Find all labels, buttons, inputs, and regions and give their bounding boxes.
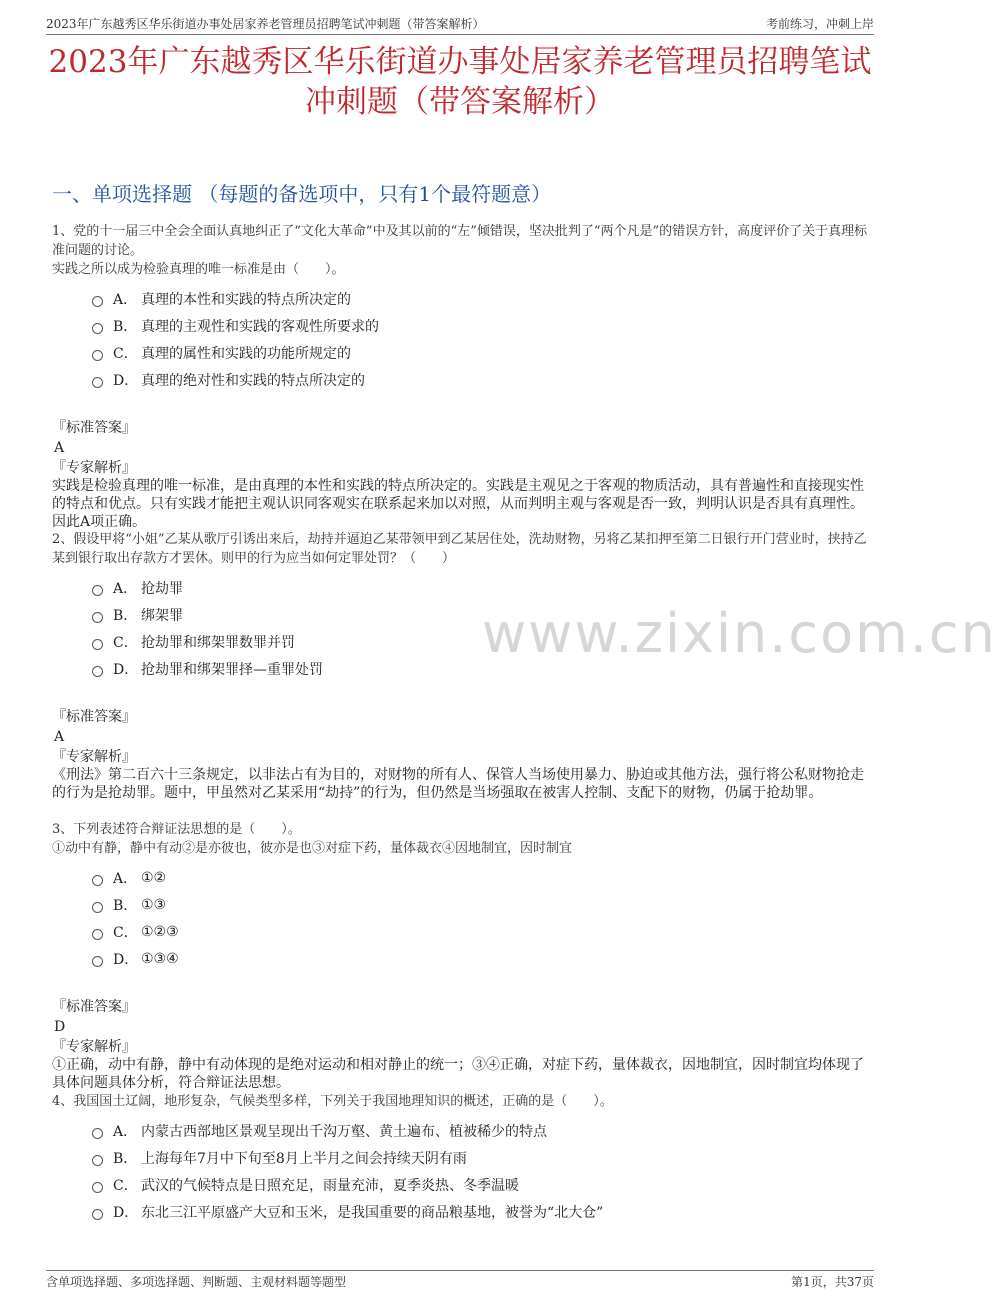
- option-c[interactable]: C． ①②③: [52, 918, 872, 945]
- analysis-label: 『专家解析』: [52, 1039, 136, 1055]
- option-c[interactable]: C． 真理的属性和实践的功能所规定的: [52, 339, 872, 366]
- analysis-text: ①正确，动中有静，静中有动体现的是绝对运动和相对静止的统一；③④正确，对症下药，量体裁衣，因地制宜，因时制宜均体现了具体问题具体分析，符合辩证法思想。: [52, 1057, 864, 1091]
- radio-icon[interactable]: [92, 666, 103, 677]
- radio-icon[interactable]: [92, 1155, 103, 1166]
- answer-block: [52, 708, 872, 802]
- option-list: [52, 285, 872, 393]
- question-stem: 4、我国国土辽阔，地形复杂，气候类型多样，下列关于我国地理知识的概述，正确的是（ ）。: [52, 1094, 613, 1109]
- page-number: 第1页，共37页: [791, 1275, 874, 1289]
- question-2: [52, 530, 872, 802]
- radio-icon[interactable]: [92, 875, 103, 886]
- answer-label: 『标准答案』: [52, 999, 136, 1015]
- option-list: [52, 864, 872, 972]
- radio-icon[interactable]: [92, 956, 103, 967]
- radio-icon[interactable]: [92, 296, 103, 307]
- option-d[interactable]: D． 真理的绝对性和实践的特点所决定的: [52, 366, 872, 393]
- question-1: [52, 222, 872, 531]
- option-b[interactable]: B． 绑架罪: [52, 601, 872, 628]
- section-heading: 一、单项选择题 （每题的备选项中，只有1个最符题意）: [52, 182, 552, 206]
- option-d[interactable]: D． ①③④: [52, 945, 872, 972]
- question-3: [52, 820, 872, 1092]
- radio-icon[interactable]: [92, 929, 103, 940]
- header-left-text: 2023年广东越秀区华乐街道办事处居家养老管理员招聘笔试冲刺题（带答案解析）: [46, 17, 485, 31]
- answer-label: 『标准答案』: [52, 709, 136, 725]
- question-4: [52, 1092, 872, 1225]
- question-sub: ①动中有静，静中有动②是亦彼也，彼亦是也③对症下药，量体裁衣④因地制宜，因时制宜: [52, 841, 573, 856]
- answer-block: [52, 998, 872, 1092]
- radio-icon[interactable]: [92, 323, 103, 334]
- running-header: [46, 10, 874, 35]
- option-b[interactable]: B． 上海每年7月中下旬至8月上半月之间会持续天阴有雨: [52, 1144, 872, 1171]
- analysis-label: 『专家解析』: [52, 749, 136, 765]
- radio-icon[interactable]: [92, 1182, 103, 1193]
- answer-block: [52, 419, 872, 531]
- running-footer: [46, 1270, 874, 1293]
- option-b[interactable]: B． 真理的主观性和实践的客观性所要求的: [52, 312, 872, 339]
- analysis-label: 『专家解析』: [52, 460, 136, 476]
- option-c[interactable]: C． 武汉的气候特点是日照充足，雨量充沛，夏季炎热、冬季温暖: [52, 1171, 872, 1198]
- document-title: 2023年广东越秀区华乐街道办事处居家养老管理员招聘笔试冲刺题（带答案解析）: [48, 44, 872, 120]
- option-c[interactable]: C． 抢劫罪和绑架罪数罪并罚: [52, 628, 872, 655]
- answer-value: D: [54, 1019, 66, 1035]
- analysis-text: 《刑法》第二百六十三条规定，以非法占有为目的，对财物的所有人、保管人当场使用暴力、胁迫或其他方法，强行将公私财物抢走的行为是抢劫罪。题中，甲虽然对乙某采用“劫持”的行为，但仍然是当场强取在被害人控制、支配下的财物，仍属于抢劫罪。: [52, 767, 864, 801]
- option-a[interactable]: A． ①②: [52, 864, 872, 891]
- option-d[interactable]: D． 东北三江平原盛产大豆和玉米，是我国重要的商品粮基地，被誉为“北大仓”: [52, 1198, 872, 1225]
- header-right-text: 考前练习，冲刺上岸: [765, 17, 874, 31]
- watermark: www.zixin.com.cn: [482, 602, 997, 665]
- answer-label: 『标准答案』: [52, 420, 136, 436]
- radio-icon[interactable]: [92, 902, 103, 913]
- radio-icon[interactable]: [92, 639, 103, 650]
- radio-icon[interactable]: [92, 377, 103, 388]
- option-list: [52, 1117, 872, 1225]
- answer-value: A: [54, 729, 65, 745]
- radio-icon[interactable]: [92, 612, 103, 623]
- option-a[interactable]: A． 真理的本性和实践的特点所决定的: [52, 285, 872, 312]
- question-sub: 实践之所以成为检验真理的唯一标准是由（ ）。: [52, 262, 345, 277]
- analysis-text: 实践是检验真理的唯一标准，是由真理的本性和实践的特点所决定的。实践是主观见之于客观的物质活动，具有普遍性和直接现实性的特点和优点。只有实践才能把主观认识同客观实在联系起来加以对照，从而判明主观与客观是否一致，判明认识是否具有真理性。因此A项正确。: [52, 478, 864, 530]
- radio-icon[interactable]: [92, 1128, 103, 1139]
- option-b[interactable]: B． ①③: [52, 891, 872, 918]
- radio-icon[interactable]: [92, 585, 103, 596]
- option-a[interactable]: A． 内蒙古西部地区景观呈现出千沟万壑、黄土遍布、植被稀少的特点: [52, 1117, 872, 1144]
- option-d[interactable]: D． 抢劫罪和绑架罪择—重罪处罚: [52, 655, 872, 682]
- question-stem: 3、下列表述符合辩证法思想的是（ ）。: [52, 822, 301, 837]
- radio-icon[interactable]: [92, 1209, 103, 1220]
- question-stem: 1、党的十一届三中全会全面认真地纠正了“文化大革命”中及其以前的“左”倾错误，坚决批判了“两个凡是”的错误方针，高度评价了关于真理标准问题的讨论。: [52, 224, 868, 258]
- option-a[interactable]: A． 抢劫罪: [52, 574, 872, 601]
- question-stem: 2、假设甲将“小姐”乙某从歌厅引诱出来后，劫持并逼迫乙某带领甲到乙某居住处，洗劫财物，另将乙某扣押至第二日银行开门营业时，挟持乙某到银行取出存款方才罢休。则甲的行为应当如何定罪处罚？（ ）: [52, 532, 867, 566]
- answer-value: A: [54, 440, 65, 456]
- footer-left-text: 含单项选择题、多项选择题、判断题、主观材料题等题型: [46, 1275, 347, 1289]
- radio-icon[interactable]: [92, 350, 103, 361]
